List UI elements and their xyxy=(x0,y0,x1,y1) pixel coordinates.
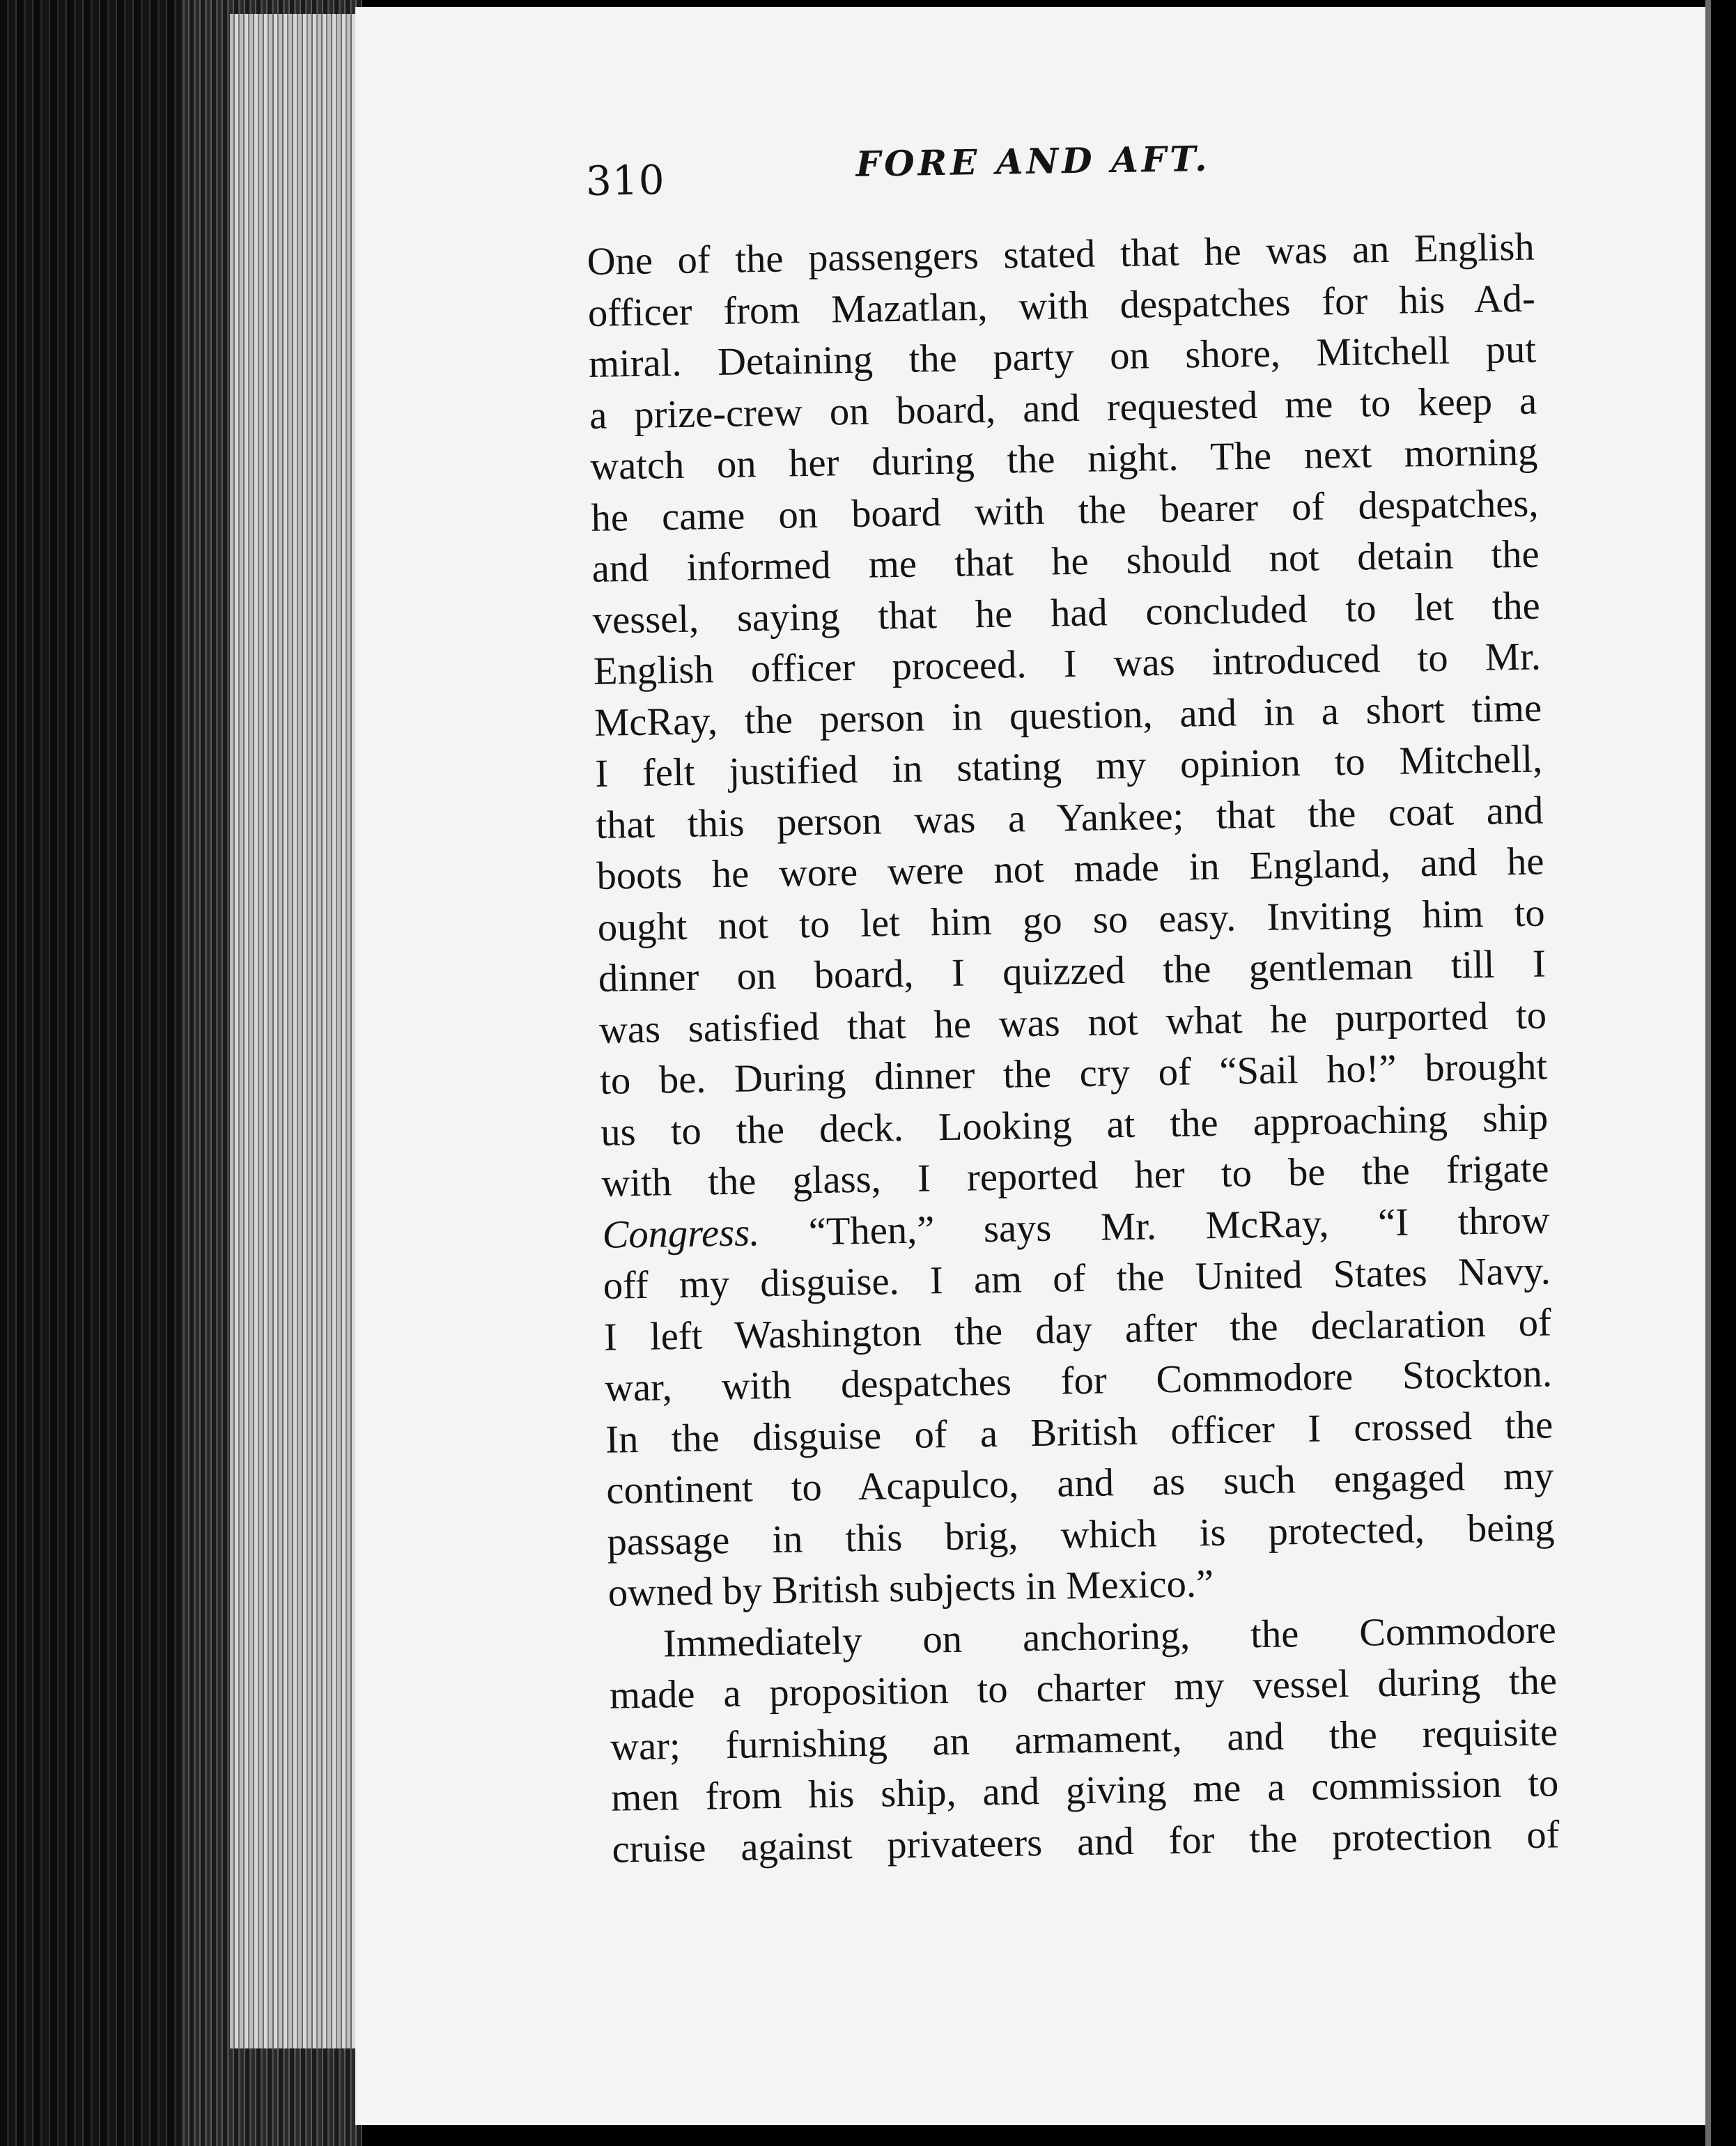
text-line: owned by British subjects in Mexico.” xyxy=(607,1562,1214,1615)
text-line: One of the passengers stated that he was an English xyxy=(587,225,1535,284)
text-line: McRay, the person in question, and in a short time xyxy=(594,686,1542,745)
text-line: ought not to let him go so easy. Inviting him to xyxy=(597,891,1546,950)
text-line: vessel, saying that he had concluded to let the xyxy=(592,584,1541,642)
text-line: English officer proceed. I was introduced to Mr. xyxy=(593,635,1542,693)
book-page xyxy=(355,7,1707,2125)
page-edge-shadow xyxy=(1705,0,1711,2146)
text-line: a prize-crew on board, and requested me to keep a xyxy=(589,379,1537,438)
text-line: and informed me that he should not detain the xyxy=(591,532,1540,591)
text-line: made a proposition to charter my vessel during the xyxy=(609,1659,1558,1717)
text-line: boots he wore were not made in England, and he xyxy=(596,840,1544,898)
running-head xyxy=(585,124,1576,223)
ship-name-italic: Congress. xyxy=(602,1210,760,1257)
body-text xyxy=(587,222,1602,1876)
book-page-edges xyxy=(0,0,362,2146)
text-line: watch on her during the night. The next morning xyxy=(589,430,1538,488)
text-line: continent to Acapulco, and as such engaged my xyxy=(605,1454,1554,1513)
text-line: war; furnishing an armament, and the requisite xyxy=(610,1710,1558,1769)
text-line: miral. Detaining the party on shore, Mitchell put xyxy=(588,327,1537,386)
text-line: us to the deck. Looking at the approaching ship xyxy=(600,1095,1549,1155)
text-line: passage in this brig, which is protected, being xyxy=(607,1505,1555,1564)
text-line: dinner on board, I quizzed the gentleman till I xyxy=(598,942,1547,1001)
text-line: war, with despatches for Commodore Stockton. xyxy=(604,1352,1553,1410)
text-line: to be. During dinner the cry of “Sail ho!” brought xyxy=(599,1044,1548,1103)
paragraph-start-line: Immediately on anchoring, the Commodore xyxy=(662,1607,1557,1666)
text-line: off my disguise. I am of the United States Navy. xyxy=(603,1249,1551,1308)
page-number: 310 xyxy=(585,156,666,205)
text-line: I felt justified in stating my opinion to Mitchell, xyxy=(594,737,1543,796)
text-line: officer from Mazatlan, with despatches for his Ad- xyxy=(587,277,1536,335)
text-line: men from his ship, and giving me a commission to xyxy=(610,1761,1559,1820)
text-line: cruise against privateers and for the protection of xyxy=(612,1812,1560,1871)
text-line: In the disguise of a British officer I crossed the xyxy=(605,1403,1553,1462)
text-line: was satisfied that he was not what he purported to xyxy=(598,993,1547,1052)
stacked-page-edges xyxy=(230,14,355,2048)
text-line: with the glass, I reported her to be the frigate xyxy=(601,1147,1549,1205)
scan-right-border xyxy=(1705,0,1736,2146)
text-line: that this person was a Yankee; that the coat and xyxy=(595,789,1544,847)
text-line: he came on board with the bearer of despatches, xyxy=(591,481,1539,540)
book-binding-shadow xyxy=(0,0,181,2146)
page-content xyxy=(585,124,1602,1876)
text-line-rest: “Then,” says Mr. McRay, “I throw xyxy=(759,1198,1551,1254)
running-title: FORE AND AFT. xyxy=(855,137,1211,185)
text-line: I left Washington the day after the declaration of xyxy=(603,1300,1552,1359)
